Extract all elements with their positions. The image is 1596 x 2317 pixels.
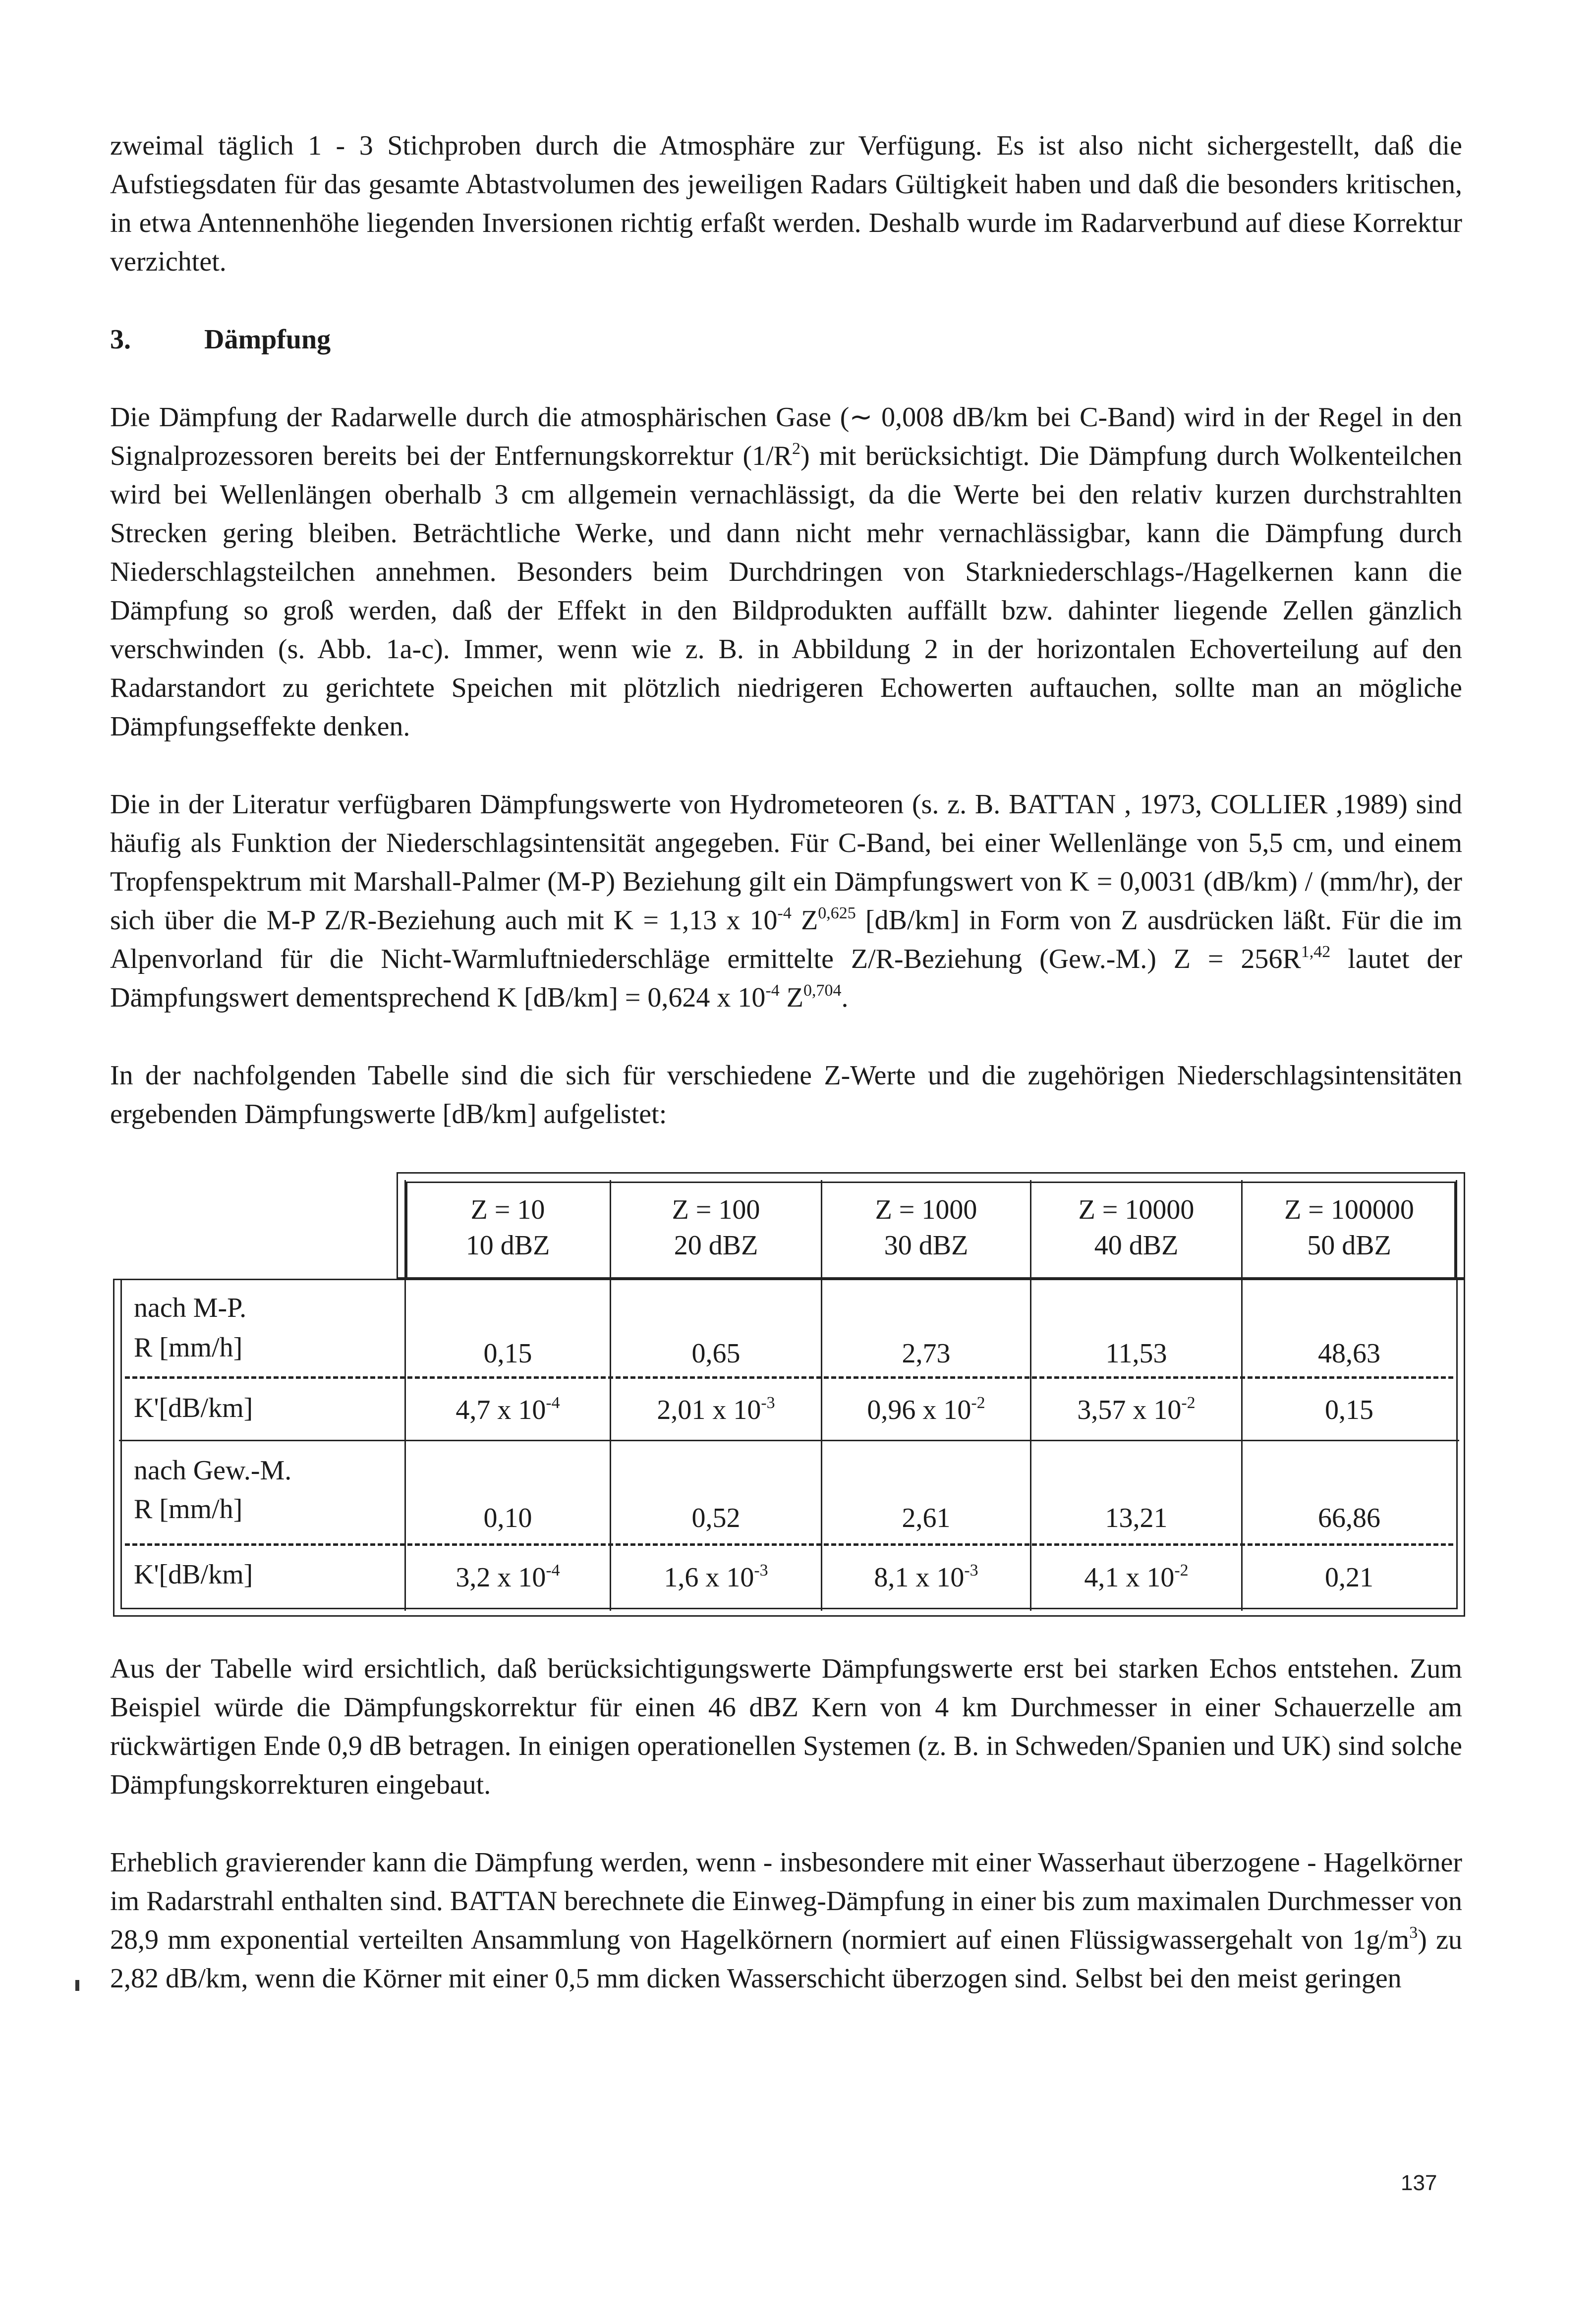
- k-value: [406, 1560, 610, 1595]
- k-value: [1243, 1392, 1456, 1428]
- k-mantissa: 0,21: [1325, 1562, 1373, 1593]
- text-run: Z: [779, 982, 803, 1013]
- superscript: 1,42: [1301, 943, 1331, 961]
- r-value: 66,86: [1318, 1503, 1380, 1533]
- superscript: 0,704: [803, 981, 842, 1000]
- k-exponent: -4: [546, 1561, 560, 1580]
- k-value: [822, 1560, 1030, 1595]
- paragraph-1: zweimal täglich 1 - 3 Stichproben durch die Atmosphäre zur Verfügung. Es ist also nicht sichergestellt, daß die Aufstiegsdaten für das gesamte Abtastvolumen des jeweiligen Radars Gültigkeit haben und daß die besonders kritischen, in etwa Antennenhöhe liegenden Inversionen richtig erfaßt werden. Deshalb wurde im Radarverbund auf diese Korrektur verzichtet.: [110, 130, 1462, 277]
- text-run: ) mit berücksichtigt. Die Dämpfung durch Wolkenteilchen wird bei Wellenlängen oberhalb 3 cm allgemein vernachlässigt, da die Werte bei den relativ kurzen durchstrahlten Strecken gering bleiben. Beträchtliche Werke, und dann nicht mehr vernachlässigbar, kann die Dämpfung durch Niederschlagsteilchen annehmen. Besonders beim Durchdringen von Starkniederschlags-/Hagelkernen kann die Dämpfung so groß werden, daß der Effekt in den Bildprodukten auffällt bzw. dahinter liegende Zellen gänzlich verschwinden (s. Abb. 1a-c). Immer, wenn wie z. B. in Abbildung 2 in der horizontalen Echoverteilung auf den Radarstandort zu gerichtete Speichen mit plötzlich niedrigeren Echowerten auftauchen, sollte man an mögliche Dämpfungseffekte denken.: [110, 441, 1462, 742]
- spacer: [110, 1804, 1462, 1843]
- k-value: [406, 1392, 610, 1428]
- table-dashed-divider: [125, 1376, 1453, 1379]
- paragraph-5: Aus der Tabelle wird ersichtlich, daß berücksichtigungswerte Dämpfungswerte erst bei starken Echos entstehen. Zum Beispiel würde die Dämpfungskorrektur für einen 46 dBZ Kern von 4 km Durchmesser in einer Schauerzelle am rückwärtigen Ende 0,9 dB betragen. In einigen operationellen Systemen (z. B. in Schweden/Spanien und UK) sind solche Dämpfungskorrekturen eingebaut.: [110, 1653, 1462, 1800]
- margin-mark: [75, 1980, 79, 1991]
- row-group-label: nach M-P.: [134, 1293, 247, 1323]
- section-title: Dämpfung: [204, 324, 331, 355]
- tilde-symbol: ~: [849, 401, 873, 433]
- column-dbz-value: 40 dBZ: [1094, 1230, 1179, 1261]
- row-label-k: K'[dB/km]: [134, 1393, 253, 1423]
- column-dbz-value: 50 dBZ: [1307, 1230, 1391, 1261]
- spacer: [110, 746, 1462, 785]
- k-mantissa: 2,01 x 10: [657, 1395, 761, 1425]
- attenuation-table: [113, 1172, 1465, 1617]
- r-value: 0,65: [691, 1338, 741, 1369]
- superscript: 0,625: [818, 904, 856, 922]
- row-label-k: K'[dB/km]: [134, 1559, 253, 1590]
- table-border: [119, 1279, 1459, 1280]
- r-value: 48,63: [1318, 1338, 1380, 1369]
- k-exponent: -4: [546, 1394, 560, 1412]
- text-run: ) zu 2,82 dB/km, wenn die Körner mit einer 0,5 mm dicken Wasserschicht überzogen sind. Selbst bei den meist geringen: [110, 1924, 1462, 1994]
- text-run: 0,008 dB/km bei C-Band) wird in der Regel in den Signalprozessoren bereits bei der Entfernungskorrektur (1/R: [110, 402, 1463, 471]
- k-exponent: -2: [971, 1394, 985, 1412]
- r-value: 0,10: [483, 1503, 532, 1533]
- column-z-value: Z = 1000: [875, 1194, 977, 1225]
- column-dbz-value: 30 dBZ: [884, 1230, 969, 1261]
- superscript: 2: [792, 440, 800, 458]
- paragraph-2: [110, 398, 1462, 746]
- k-exponent: -2: [1174, 1561, 1189, 1580]
- table-border: [1456, 1180, 1457, 1279]
- column-header: [1031, 1192, 1241, 1263]
- column-dbz-value: 10 dBZ: [465, 1230, 550, 1261]
- r-value: 0,15: [483, 1338, 532, 1369]
- column-z-value: Z = 100: [672, 1194, 760, 1225]
- section-heading: [110, 320, 1462, 359]
- column-z-value: Z = 10: [470, 1194, 545, 1225]
- section-number: 3.: [110, 324, 131, 355]
- k-mantissa: 4,7 x 10: [456, 1395, 546, 1425]
- column-header: [1243, 1192, 1456, 1263]
- k-value: [822, 1392, 1030, 1428]
- k-mantissa: 3,57 x 10: [1077, 1395, 1182, 1425]
- k-value: [1243, 1560, 1456, 1595]
- table-dashed-divider: [125, 1543, 1453, 1546]
- r-value: 2,61: [902, 1503, 951, 1533]
- r-value: 13,21: [1105, 1503, 1168, 1533]
- row-label-r: R [mm/h]: [134, 1332, 243, 1363]
- r-value: 2,73: [902, 1338, 951, 1369]
- k-value: [1031, 1392, 1241, 1428]
- k-mantissa: 1,6 x 10: [664, 1562, 754, 1593]
- row-label-r: R [mm/h]: [134, 1494, 243, 1525]
- k-value: [611, 1392, 821, 1428]
- column-dbz-value: 20 dBZ: [674, 1230, 758, 1261]
- paragraph-4: In der nachfolgenden Tabelle sind die sich für verschiedene Z-Werte und die zugehörigen Niederschlagsintensitäten ergebenden Dämpfungswerte [dB/km] aufgelistet:: [110, 1060, 1462, 1130]
- spacer: [110, 359, 1462, 398]
- spacer: [110, 1617, 1462, 1649]
- k-exponent: -3: [754, 1561, 768, 1580]
- superscript: -4: [777, 904, 792, 922]
- k-mantissa: 0,96 x 10: [867, 1395, 971, 1425]
- k-exponent: -3: [964, 1561, 978, 1580]
- paragraph-3: [110, 785, 1462, 1017]
- paragraph-6: [110, 1843, 1462, 1998]
- column-z-value: Z = 100000: [1284, 1194, 1414, 1225]
- row-group-label: nach Gew.-M.: [134, 1455, 292, 1486]
- k-exponent: -2: [1181, 1394, 1196, 1412]
- text-run: Die Dämpfung der Radarwelle durch die atmosphärischen Gase (: [110, 402, 850, 433]
- k-value: [611, 1560, 821, 1595]
- k-mantissa: 0,15: [1325, 1395, 1373, 1425]
- k-mantissa: 4,1 x 10: [1084, 1562, 1175, 1593]
- text-run: .: [841, 982, 849, 1013]
- k-mantissa: 8,1 x 10: [874, 1562, 965, 1593]
- table-group-divider: [119, 1440, 1459, 1441]
- column-header: [611, 1192, 821, 1263]
- spacer: [110, 281, 1462, 320]
- r-value: 11,53: [1105, 1338, 1167, 1369]
- superscript: -4: [765, 981, 780, 1000]
- text-run: Die in der Literatur verfügbaren Dämpfungswerte von Hydrometeoren (s. z. B. BATTAN , 1973, COLLIER ,1989) sind häufig als Funktion der Niederschlagsintensität angegeben. Für C-Band, bei einer Wellenlänge von 5,5 cm, und einem Tropfenspektrum mit Marshall-Palmer (M-P) Beziehung gilt ein Dämpfungswert von K = 0,0031 (dB/km) / (mm/hr), der sich über die M-P Z/R-Beziehung auch mit K = 1,13 x 10: [110, 789, 1462, 936]
- r-value: 0,52: [691, 1503, 741, 1533]
- column-header: [406, 1192, 610, 1263]
- column-z-value: Z = 10000: [1078, 1194, 1195, 1225]
- text-run: lautet der Dämpfungswert dementsprechend K [dB/km] = 0,624 x 10: [110, 944, 1463, 1013]
- page-number: 137: [1401, 2171, 1437, 2195]
- k-exponent: -3: [761, 1394, 775, 1412]
- column-header: [822, 1192, 1030, 1263]
- superscript: 3: [1409, 1923, 1418, 1942]
- k-mantissa: 3,2 x 10: [456, 1562, 546, 1593]
- text-run: Erheblich gravierender kann die Dämpfung werden, wenn - insbesondere mit einer Wasserhaut überzogene - Hagelkörner im Radarstrahl enthalten sind. BATTAN berechnete die Einweg-Dämpfung in einer bis zum maximalen Durchmesser von 28,9 mm exponential verteilten Ansammlung von Hagelkörnern (normiert auf einen Flüssigwassergehalt von 1g/m: [110, 1847, 1462, 1955]
- text-run: Z: [791, 905, 818, 936]
- spacer: [110, 1017, 1462, 1056]
- k-value: [1031, 1560, 1241, 1595]
- text-run: [dB/km] in Form von Z ausdrücken läßt. Für die im Alpenvorland für die Nicht-Warmluftniederschläge ermittelte Z/R-Beziehung (Gew.-M.) Z = 256R: [110, 905, 1462, 974]
